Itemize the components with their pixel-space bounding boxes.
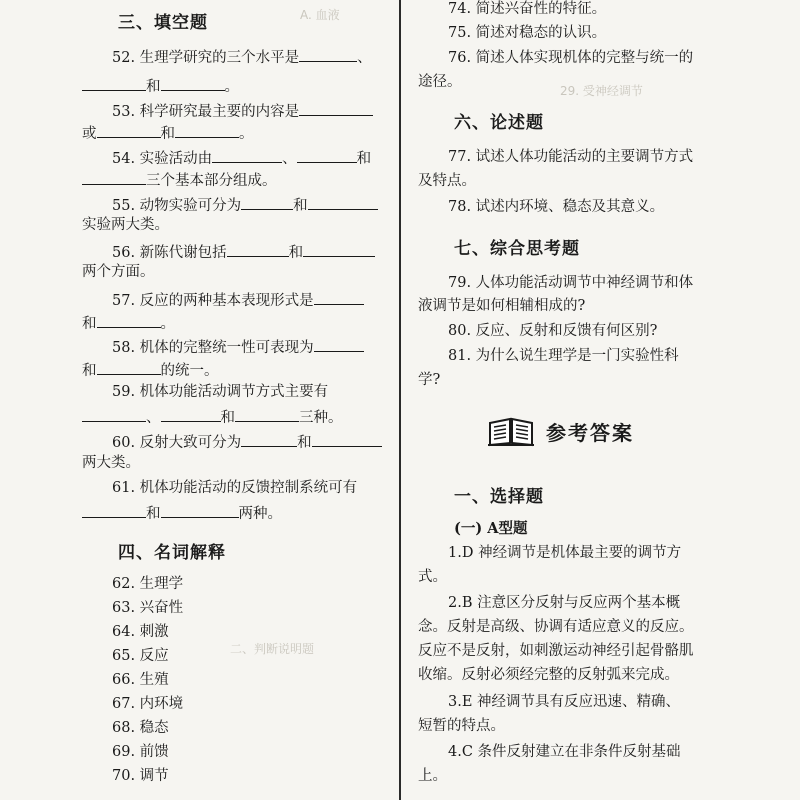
bleed-through-text: 二、判断说明题 [230,642,315,656]
question-58-cont: 和 的统一。 [82,359,219,380]
term-item: 64. 刺激 [112,624,169,640]
question-77: 77. 试述人体功能活动的主要调节方式 [448,149,694,165]
blank [82,169,146,185]
blank [82,502,146,518]
blank [299,46,357,62]
blank [97,359,161,375]
blank [82,75,146,91]
question-54: 54. 实验活动由 、 和 [112,147,371,168]
question-79: 79. 人体功能活动调节中神经调节和体 [448,275,694,291]
question-57: 57. 反应的两种基本表现形式是 [112,289,364,310]
term-item: 63. 兴奋性 [112,600,184,616]
term-item: 70. 调节 [112,768,169,784]
blank [241,431,297,447]
question-81-cont: 学? [418,372,441,388]
question-58: 58. 机体的完整统一性可表现为 [112,336,364,357]
answer-4: 4.C 条件反射建立在非条件反射基础 [448,744,681,760]
open-book-icon [486,415,536,447]
column-divider [399,0,401,800]
blank [82,406,146,422]
answer-2-cont: 反应不是反射，如刺激运动神经引起骨骼肌 [418,643,694,659]
answer-1: 1.D 神经调节是机体最主要的调节方 [448,545,682,561]
section-heading-comprehensive: 七、综合思考题 [454,239,580,259]
question-74: 74. 简述兴奋性的特征。 [448,1,607,17]
question-61-cont: 和 两种。 [82,502,282,523]
question-80: 80. 反应、反射和反馈有何区别? [448,323,658,339]
answer-1-cont: 式。 [418,569,447,585]
question-77-cont: 及特点。 [418,173,476,189]
blank [297,147,357,163]
answer-banner [486,414,634,448]
blank [161,75,225,91]
blank [235,406,299,422]
section-heading-fill-blank: 三、填空题 [118,13,208,33]
section-heading-choice: 一、选择题 [454,487,544,507]
sub-heading-type-a: (一) A型题 [454,520,528,537]
answer-banner-title: 参考答案 [546,420,634,445]
blank [227,241,289,257]
question-75: 75. 简述对稳态的认识。 [448,25,607,41]
blank [97,312,161,328]
question-60: 60. 反射大致可分为 和 [112,431,382,452]
blank [312,431,382,447]
term-item: 67. 内环境 [112,696,184,712]
question-60-cont: 两大类。 [82,455,140,471]
blank [314,336,364,352]
question-55: 55. 动物实验可分为 和 [112,194,378,215]
blank [175,122,239,138]
blank [161,502,239,518]
question-59: 59. 机体功能活动调节方式主要有 [112,384,329,400]
term-item: 69. 前馈 [112,744,169,760]
bleed-through-text: 29. 受神经调节 [560,84,643,98]
question-78: 78. 试述内环境、稳态及其意义。 [448,199,665,215]
question-61: 61. 机体功能活动的反馈控制系统可有 [112,480,358,496]
question-52: 52. 生理学研究的三个水平是 、 [112,46,372,67]
question-81: 81. 为什么说生理学是一门实验性科 [448,348,679,364]
question-52-cont: 和 。 [82,75,239,96]
question-59-cont: 、 和 三种。 [82,406,343,427]
question-79-cont: 液调节是如何相辅相成的? [418,298,586,314]
question-54-cont: 三个基本部分组成。 [82,169,277,190]
answer-4-cont: 上。 [418,768,447,784]
question-57-cont: 和 。 [82,312,175,333]
section-heading-essay: 六、论述题 [454,113,544,133]
answer-2: 2.B 注意区分反射与反应两个基本概 [448,595,681,611]
section-heading-term-definition: 四、名词解释 [118,543,226,563]
answer-3-cont: 短暂的特点。 [418,718,505,734]
bleed-through-text: A. 血液 [300,8,340,22]
blank [161,406,221,422]
question-55-cont: 实验两大类。 [82,217,169,233]
term-item: 65. 反应 [112,648,169,664]
question-53: 53. 科学研究最主要的内容是 [112,100,373,121]
term-item: 66. 生殖 [112,672,169,688]
blank [97,122,161,138]
answer-2-cont: 念。反射是高级、协调有适应意义的反应。 [418,619,694,635]
question-76-cont: 途径。 [418,74,462,90]
blank [314,289,364,305]
blank [212,147,282,163]
question-56: 56. 新陈代谢包括 和 [112,241,375,262]
question-53-cont: 或 和 。 [82,122,254,143]
term-item: 62. 生理学 [112,576,184,592]
blank [241,194,293,210]
answer-2-cont: 收缩。反射必须经完整的反射弧来完成。 [418,667,679,683]
term-item: 68. 稳态 [112,720,169,736]
question-56-cont: 两个方面。 [82,264,155,280]
question-76: 76. 简述人体实现机体的完整与统一的 [448,50,694,66]
blank [303,241,375,257]
answer-3: 3.E 神经调节具有反应迅速、精确、 [448,694,681,710]
blank [308,194,378,210]
blank [299,100,373,116]
